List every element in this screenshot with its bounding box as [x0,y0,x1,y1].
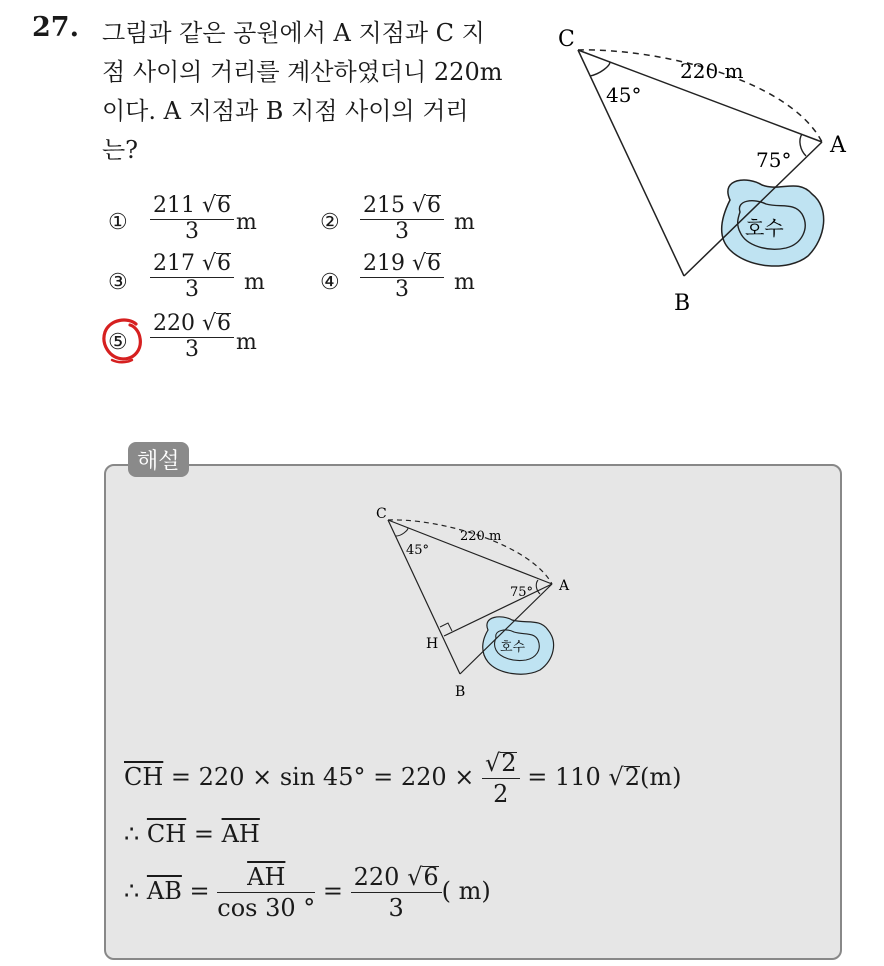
option-3-den: 3 [185,277,200,302]
eq2-lhs: $\overline{CH}$ [146,820,187,848]
eq3-eq2: = [315,877,351,905]
equation-2 [124,820,260,848]
eq1-frac-den: 2 [493,780,509,808]
option-2-num: 215 [363,193,405,218]
lake-label: 호수 [500,640,526,655]
option-5-num: 220 [153,311,195,336]
eq2-rhs: $\overline{AH}$ [221,820,260,848]
option-4-den: 3 [395,277,410,302]
option-4-fraction [360,251,444,302]
lake-label: 호수 [745,216,784,240]
question-line-3: 이다. A 지점과 B 지점 사이의 거리 [102,97,469,125]
sqrt-symbol: √6 [202,311,232,336]
label-a: A [830,133,846,158]
eq1-sqrt: 2 [624,763,640,791]
eq3-frac-den: cos 30 ° [217,894,316,922]
equation-1 [124,748,681,809]
option-5-unit: m [236,330,257,355]
eq1-lhs: $\overline{CH}$ [124,763,164,791]
solution-figure [360,500,590,705]
angle-c-label: 45° [606,83,642,107]
eq3-lhs: $\overline{AB}$ [146,877,182,905]
option-1-unit: m [236,210,257,235]
option-5-fraction [150,311,234,362]
option-3-mark[interactable]: ③ [108,270,128,295]
option-2-unit: m [454,210,475,235]
question-line-1: 그림과 같은 공원에서 A 지점과 C 지 [102,19,485,47]
label-b: B [674,291,691,316]
eq3-res-den: 3 [388,894,404,922]
option-5-den: 3 [185,337,200,362]
equation-3 [124,862,491,923]
distance-label: 220 m [460,529,502,544]
question-text [102,14,532,170]
solution-tag: 해설 [128,442,189,477]
option-2-fraction [360,193,444,244]
sqrt-symbol: √6 [407,863,439,891]
angle-c-label: 45° [406,543,430,558]
label-h: H [426,636,439,652]
option-4-unit: m [454,270,475,295]
eq3-unit: ( m) [441,877,491,905]
option-1-sqrt: 6 [217,193,232,218]
eq3-res-sqrt: 6 [423,863,439,891]
eq3-eq: = [181,877,218,905]
label-b: B [455,684,466,700]
eq2-therefore: ∴ [124,820,147,848]
distance-label: 220 m [680,59,744,83]
sqrt-symbol: √6 [202,193,232,218]
sqrt-symbol: √2 [485,749,517,777]
eq1-fraction [482,748,520,809]
eq1-unit: (m) [639,763,682,791]
option-4-num: 219 [363,251,405,276]
question-line-4: 는? [102,136,139,164]
option-4-sqrt: 6 [427,251,442,276]
option-5-sqrt: 6 [217,311,232,336]
label-c: C [376,506,387,522]
option-1-fraction [150,193,234,244]
sqrt-symbol: √6 [412,193,442,218]
option-1-den: 3 [185,219,200,244]
eq3-fraction [217,862,315,923]
option-4-mark[interactable]: ④ [320,270,340,295]
eq2-eq: = [186,820,222,848]
eq3-therefore: ∴ [124,877,147,905]
park-figure [540,10,870,320]
eq1-frac-num: 2 [501,749,517,777]
sqrt-symbol: √2 [608,763,640,791]
sqrt-symbol: √6 [412,251,442,276]
eq1-part2: = 110 [519,763,609,791]
eq1-part1: = 220 × sin 45° = 220 × [163,763,482,791]
option-1-num: 211 [153,193,195,218]
option-2-den: 3 [395,219,410,244]
eq3-result-fraction [351,862,442,923]
option-2-mark[interactable]: ② [320,210,340,235]
angle-a-label: 75° [756,148,792,172]
label-a: A [559,578,570,594]
sqrt-symbol: √6 [202,251,232,276]
eq3-res-num: 220 [353,863,400,891]
label-c: C [558,27,575,52]
option-3-sqrt: 6 [217,251,232,276]
option-3-unit: m [244,270,265,295]
question-line-2: 점 사이의 거리를 계산하였더니 220m [102,58,503,86]
option-1-mark[interactable]: ① [108,210,128,235]
option-3-num: 217 [153,251,195,276]
option-3-fraction [150,251,234,302]
option-2-sqrt: 6 [427,193,442,218]
eq3-frac-num: $\overline{AH}$ [217,862,315,893]
question-number: 27. [32,12,79,43]
angle-a-label: 75° [510,585,534,600]
option-5-mark[interactable]: ⑤ [108,330,128,355]
